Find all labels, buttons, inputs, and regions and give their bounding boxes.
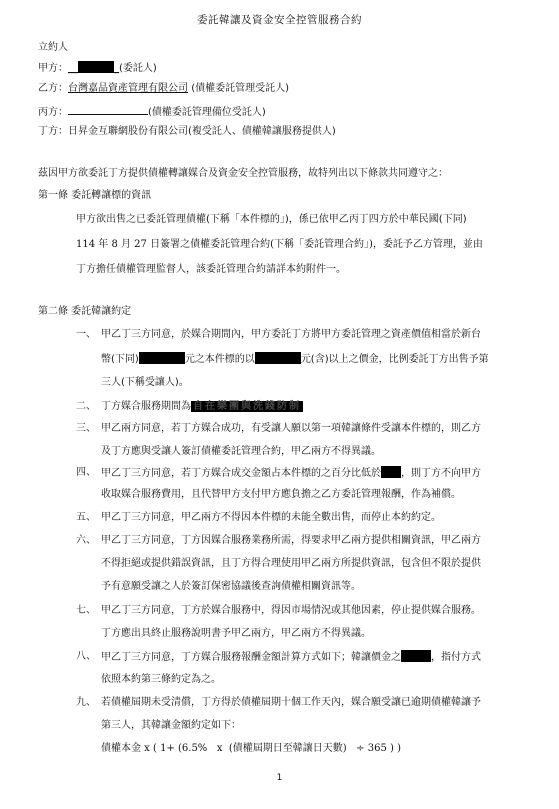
clause-text: 丁方媒合服務期間為 自在樂團與洗錢防制 — [101, 401, 301, 412]
party-d-line — [38, 125, 336, 139]
clause-number: 九、 — [76, 697, 96, 708]
clause-text: 甲乙丁三方同意，丁方於媒合服務中，得因市場情況或其他因素，停止提供媒合服務。 — [101, 605, 481, 616]
parties-heading: 立約人 — [38, 42, 68, 53]
party-b-name: 台灣嘉品資產管理有限公司 — [68, 83, 188, 94]
clause-text: 甲乙丁三方同意，甲乙兩方不得因本件標的未能全數出售，而停止本約約定。 — [101, 512, 441, 523]
clause-number: 七、 — [76, 605, 96, 616]
party-c-prefix: 丙方： — [38, 107, 68, 118]
article1-line: 甲方欲出售之已委託管理債權(下稱「本件標的」)，係已依甲乙丙丁四方於中華民國(下同) — [76, 214, 467, 225]
clause-text: 甲乙丁三方同意，丁方因媒合服務業務所需，得要求甲乙兩方提供相關資訊，甲乙兩方 — [101, 535, 481, 546]
party-a-prefix: 甲方： — [38, 63, 68, 74]
redacted-percentage — [381, 466, 401, 478]
clause-number: 五、 — [76, 512, 96, 523]
party-a-line — [38, 61, 157, 76]
party-c-blank — [68, 104, 148, 115]
clause-number: 一、 — [76, 329, 96, 340]
redacted-amount — [139, 352, 185, 364]
party-d-text: 日昇金互聯網股份有限公司(複受託人、債權韓讓服務提供人) — [68, 126, 336, 137]
party-d-prefix: 丁方： — [38, 126, 68, 137]
clause-text: 甲乙丁三方同意，丁方媒合服務報酬金額計算方式如下；韓讓價金之 ，指付方式 — [101, 652, 481, 663]
redacted-period — [191, 401, 303, 412]
watermark-text: 自在樂團與洗錢防制 — [193, 401, 301, 412]
redacted-amount — [255, 352, 301, 364]
page-number: 1 — [276, 773, 283, 783]
clause-text: 甲乙丁三方同意，若丁方媒合成交金額占本件標的之百分比低於 ，則丁方不向甲方 — [101, 468, 481, 479]
article1-line: 114 年 8 月 27 日簽署之債權委託管理合約(下稱「委託管理合約」)，委託予乙方管理，並由 — [76, 239, 483, 250]
party-b-prefix: 乙方： — [38, 83, 68, 94]
transfer-formula: 債權本金 x ( 1+ (6.5% x (債權屆期日至韓讓日天數) ÷ 365 ) ) — [101, 743, 401, 754]
clause-text: 予有意願受讓之人於簽訂保密協議後查詢債權相關資訊等。 — [101, 581, 361, 592]
party-a-suffix: (委託人) — [119, 63, 157, 74]
clause-number: 六、 — [76, 535, 96, 546]
clause-number: 二、 — [76, 401, 96, 412]
redacted-rate — [401, 650, 431, 662]
clause-text: 三人(下稱受讓人)。 — [101, 377, 189, 388]
clause-text: 丁方應出具終止服務說明書予甲乙兩方，甲乙兩方不得異議。 — [101, 628, 371, 639]
party-b-line — [38, 82, 289, 96]
clause-text: 不得拒絕或提供錯誤資訊，且丁方得合理使用甲乙兩方所提供資訊，包含但不限於提供 — [101, 558, 481, 569]
clause-text: 及丁方應與受讓人簽訂債權委託管理合約，甲乙兩方不得異議。 — [101, 446, 381, 457]
article1-heading: 第一條 委託轉讓標的資訊 — [38, 190, 152, 201]
clause-text: 幣(下同) 元之本件標的以 元(含)以上之價金，比例委託丁方出售予第 — [101, 354, 489, 365]
redacted-name — [78, 61, 114, 73]
intro-text: 茲因甲方欲委託丁方提供債權轉讓媒合及資金安全控管服務，故特列出以下條款共同遵守之： — [38, 168, 448, 179]
clause-number: 八、 — [76, 651, 96, 662]
clause-text: 收取媒合服務費用，且代替甲方支付甲方應負擔之乙方委託管理報酬，作為補償。 — [101, 489, 461, 500]
party-c-suffix: (債權委託管理備位受託人) — [148, 107, 266, 118]
clause-text: 甲乙兩方同意，若丁方媒合成功，有受讓人願以第一項韓讓條件受讓本件標的，則乙方 — [101, 423, 481, 434]
clause-number: 四、 — [76, 467, 96, 478]
party-c-line — [38, 104, 266, 120]
document-title: 委託韓讓及資金安全控管服務合約 — [197, 14, 362, 26]
party-a-blank: __ _ — [68, 63, 119, 74]
clause-text: 依照本約第三條約定為之。 — [101, 674, 221, 685]
article2-heading: 第二條 委託韓讓約定 — [38, 306, 132, 317]
clause-number: 三、 — [76, 423, 96, 434]
party-b-suffix: (債權委託管理受託人) — [191, 83, 289, 94]
clause-text: 若債權屆期未受清償，丁方得於債權屆期十個工作天內，媒合願受讓已逾期債權韓讓予 — [101, 697, 481, 708]
clause-text: 第三人，其韓讓金額約定如下： — [101, 720, 241, 731]
article1-line: 丁方擔任債權管理監督人，該委託管理合約請詳本約附件一。 — [76, 264, 346, 275]
clause-text: 甲乙丁三方同意，於媒合期間內，甲方委託丁方將甲方委託管理之資產價值相當於新台 — [101, 329, 481, 340]
